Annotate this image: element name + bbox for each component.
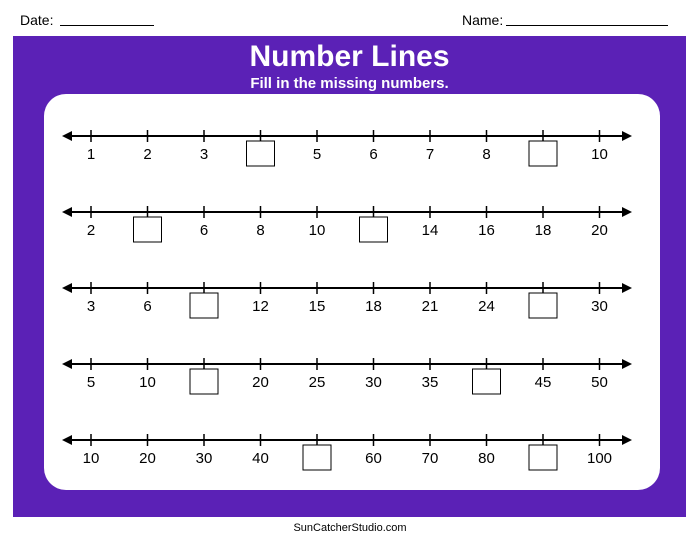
right-arrow-icon [622, 207, 632, 217]
tick-label: 12 [252, 298, 269, 315]
tick-label: 60 [365, 450, 382, 467]
tick-label: 18 [534, 222, 552, 239]
answer-box[interactable] [134, 217, 162, 242]
right-arrow-icon [622, 131, 632, 141]
answer-box[interactable] [360, 217, 388, 242]
tick-label: 24 [478, 298, 495, 315]
tick-label: 2 [143, 146, 152, 163]
tick-label: 10 [591, 146, 608, 163]
tick-label: 25 [308, 374, 326, 391]
tick-label: 10 [308, 222, 326, 239]
tick-label: 30 [195, 450, 213, 467]
tick-label: 20 [591, 222, 608, 239]
tick-label: 3 [86, 298, 96, 315]
answer-box[interactable] [529, 293, 557, 318]
footer-credit: SunCatcherStudio.com [293, 522, 407, 534]
date-label: Date: [20, 12, 54, 28]
tick-label: 15 [308, 298, 326, 315]
answer-box[interactable] [529, 141, 557, 166]
tick-label: 70 [421, 450, 439, 467]
tick-label: 80 [478, 450, 495, 467]
name-label: Name: [462, 12, 504, 28]
tick-label: 30 [591, 298, 608, 315]
tick-label: 8 [256, 222, 265, 239]
tick-label: 30 [365, 374, 382, 391]
tick-label: 50 [591, 374, 608, 391]
tick-label: 100 [586, 450, 613, 467]
right-arrow-icon [622, 435, 632, 445]
tick-label: 2 [86, 222, 96, 239]
tick-label: 18 [365, 298, 382, 315]
left-arrow-icon [62, 207, 72, 217]
tick-label: 8 [482, 146, 491, 163]
tick-label: 35 [421, 374, 439, 391]
tick-label: 20 [139, 450, 156, 467]
tick-label: 10 [82, 450, 100, 467]
tick-label: 6 [369, 146, 378, 163]
right-arrow-icon [622, 359, 632, 369]
answer-box[interactable] [303, 445, 331, 470]
tick-label: 45 [534, 374, 552, 391]
tick-label: 40 [252, 450, 269, 467]
page-subtitle: Fill in the missing numbers. [250, 75, 449, 92]
tick-label: 5 [312, 146, 322, 163]
answer-box[interactable] [190, 293, 218, 318]
answer-box[interactable] [190, 369, 218, 394]
tick-label: 16 [478, 222, 495, 239]
tick-label: 7 [425, 146, 435, 163]
answer-box[interactable] [247, 141, 275, 166]
tick-label: 6 [199, 222, 209, 239]
right-arrow-icon [622, 283, 632, 293]
tick-label: 21 [421, 298, 439, 315]
tick-label: 3 [199, 146, 209, 163]
tick-label: 10 [139, 374, 156, 391]
tick-label: 5 [86, 374, 96, 391]
tick-label: 6 [143, 298, 152, 315]
tick-label: 20 [252, 374, 269, 391]
page-title: Number Lines [249, 40, 450, 73]
left-arrow-icon [62, 283, 72, 293]
answer-box[interactable] [473, 369, 501, 394]
left-arrow-icon [62, 435, 72, 445]
left-arrow-icon [62, 131, 72, 141]
answer-box[interactable] [529, 445, 557, 470]
left-arrow-icon [62, 359, 72, 369]
tick-label: 14 [421, 222, 439, 239]
tick-label: 1 [86, 146, 96, 163]
